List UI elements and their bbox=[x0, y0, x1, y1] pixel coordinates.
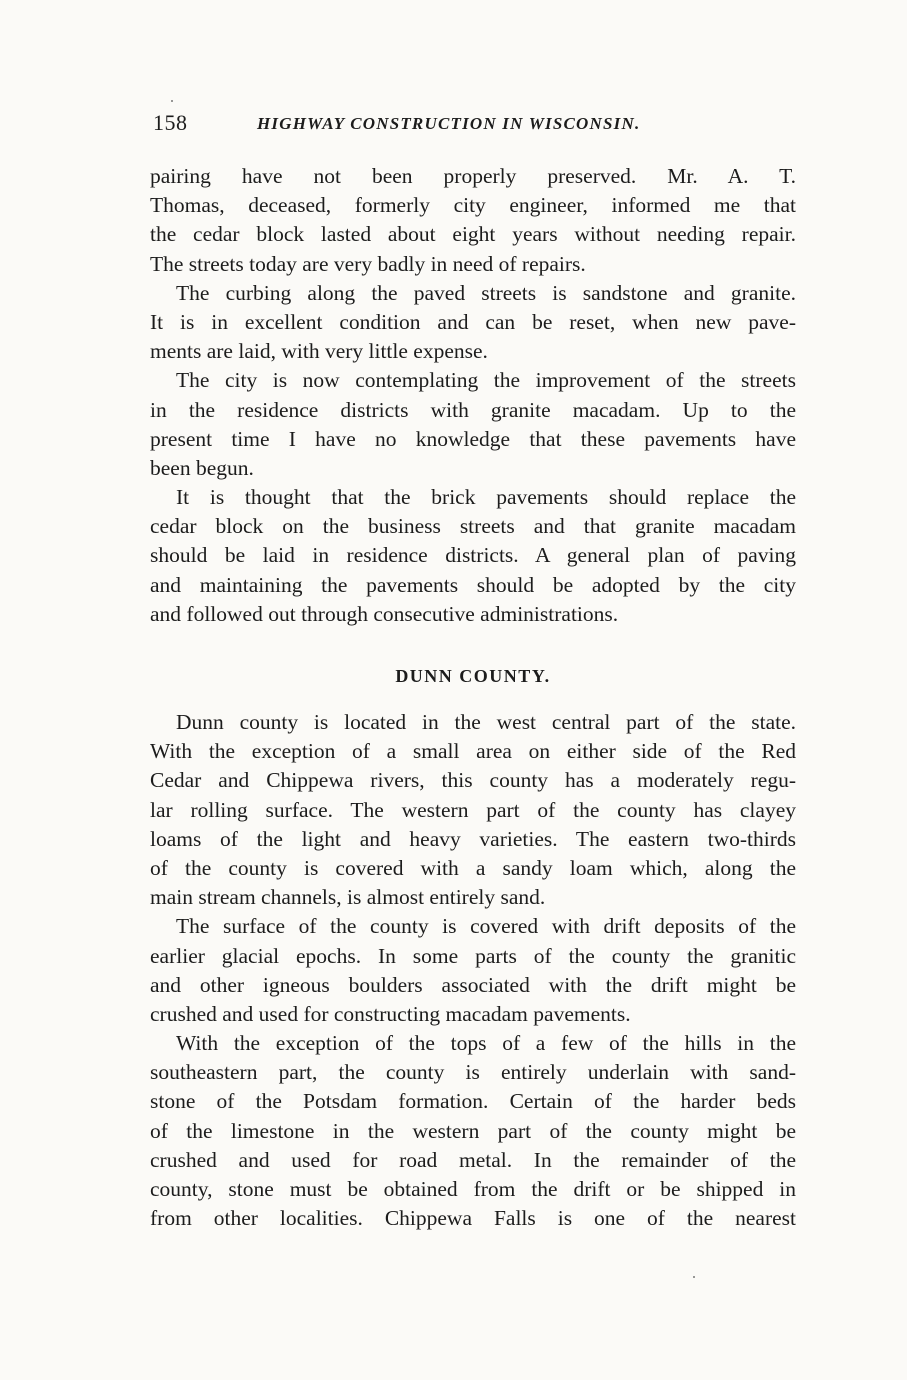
text-line: The streets today are very badly in need of repairs. bbox=[150, 251, 586, 276]
text-line: county, stone must be obtained from the drift or be shipped in bbox=[150, 1177, 796, 1201]
text-line: present time I have no knowledge that these pavements have bbox=[150, 426, 796, 451]
text-line: of the limestone in the western part of the county might be bbox=[150, 1118, 796, 1143]
text-line: Cedar and Chippewa rivers, this county has a moderately regu- bbox=[150, 768, 796, 793]
text-line: It is thought that the brick pavements should replace the bbox=[176, 485, 796, 510]
text-line: in the residence districts with granite macadam. Up to the bbox=[150, 397, 796, 422]
text-line: pairing have not been properly preserved. Mr. A. T. bbox=[150, 164, 796, 188]
text-line: Thomas, deceased, formerly city engineer, informed me that bbox=[150, 193, 796, 218]
text-line: of the county is covered with a sandy loam which, along the bbox=[150, 855, 796, 880]
text-line: from other localities. Chippewa Falls is one of the nearest bbox=[150, 1206, 796, 1231]
text-line: and other igneous boulders associated with the drift might be bbox=[150, 972, 796, 997]
text-line: the cedar block lasted about eight years without needing repair. bbox=[150, 222, 796, 247]
text-line: cedar block on the business streets and that granite macadam bbox=[150, 514, 796, 539]
text-line: With the exception of a small area on either side of the Red bbox=[150, 739, 796, 764]
paper-speck bbox=[693, 1276, 695, 1278]
text-line: lar rolling surface. The western part of the county has clayey bbox=[150, 797, 796, 822]
section-heading: DUNN COUNTY. bbox=[395, 666, 551, 686]
page-number: 158 bbox=[153, 110, 188, 135]
text-line: southeastern part, the county is entirely underlain with sand- bbox=[150, 1060, 796, 1085]
text-line: loams of the light and heavy varieties. The eastern two-thirds bbox=[150, 826, 796, 851]
text-before-heading bbox=[150, 162, 796, 629]
text-line: been begun. bbox=[150, 455, 254, 480]
running-title: HIGHWAY CONSTRUCTION IN WISCONSIN. bbox=[257, 114, 641, 133]
text-line: stone of the Potsdam formation. Certain of the harder beds bbox=[150, 1089, 796, 1114]
text-line: crushed and used for constructing macadam pavements. bbox=[150, 1001, 631, 1026]
text-line: crushed and used for road metal. In the remainder of the bbox=[150, 1147, 796, 1172]
text-line: The curbing along the paved streets is sandstone and granite. bbox=[176, 280, 796, 305]
text-line: main stream channels, is almost entirely sand. bbox=[150, 885, 546, 910]
text-line: The surface of the county is covered with drift deposits of the bbox=[176, 914, 796, 939]
text-after-heading bbox=[150, 708, 796, 1233]
text-line: With the exception of the tops of a few of the hills in the bbox=[176, 1031, 796, 1056]
text-line: The city is now contemplating the improvement of the streets bbox=[176, 368, 796, 393]
text-line: and maintaining the pavements should be adopted by the city bbox=[150, 572, 796, 597]
text-line: earlier glacial epochs. In some parts of the county the granitic bbox=[150, 943, 796, 968]
paper-speck bbox=[171, 100, 173, 102]
page-header bbox=[153, 110, 798, 140]
text-line: should be laid in residence districts. A general plan of paving bbox=[150, 543, 796, 568]
text-line: ments are laid, with very little expense. bbox=[150, 339, 488, 364]
text-line: It is in excellent condition and can be reset, when new pave- bbox=[150, 309, 796, 334]
text-line: and followed out through consecutive administrations. bbox=[150, 601, 619, 626]
text-line: Dunn county is located in the west central part of the state. bbox=[176, 710, 796, 734]
